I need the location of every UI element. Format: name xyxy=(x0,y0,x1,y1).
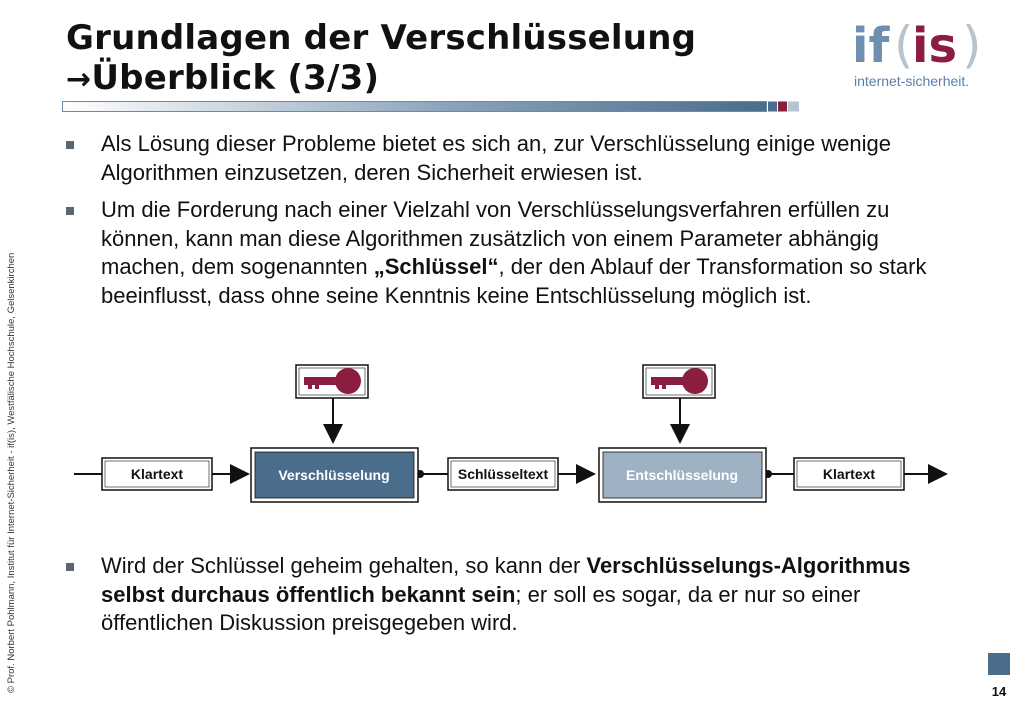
plaintext-out-label: Klartext xyxy=(822,466,876,482)
bullet-2-bold: „Schlüssel“ xyxy=(373,254,499,279)
arrow-icon: → xyxy=(66,62,92,97)
ciphertext-label: Schlüsseltext xyxy=(457,466,549,482)
bullet-3-text-b: ; er soll es sogar, da er nur so einer öffentlichen Diskussion preisgegeben wird. xyxy=(101,581,861,635)
title-line2: →Überblick (3/3) xyxy=(66,58,380,98)
encryption-diagram xyxy=(70,360,960,510)
bullet-1 xyxy=(66,130,946,187)
decrypt-label: Entschlüsselung xyxy=(625,467,739,483)
bullet-3-text-a: Wird der Schlüssel geheim gehalten, so kann der xyxy=(101,553,587,578)
key-icon-decrypt xyxy=(643,365,715,398)
slide-title xyxy=(66,18,696,100)
bullet-1-text: Als Lösung dieser Probleme bietet es sich an, zur Verschlüsselung einige wenige Algorithmen einzusetzen, deren Sicherheit erwiesen ist. xyxy=(101,131,892,185)
title-line1: Grundlagen der Verschlüsselung xyxy=(66,18,697,58)
bullet-square-icon xyxy=(66,141,74,149)
bullet-square-icon xyxy=(66,207,74,215)
bullet-2-text-b: , der den Ablauf der Transformation so stark beeinflusst, dass ohne seine Kenntnis keine Entschlüsselung möglich ist. xyxy=(101,254,927,308)
copyright-sidebar: © Prof. Norbert Pohlmann, Institut für Internet-Sicherheit - if(is), Westfälische Hochschule, Gelsenkirchen xyxy=(6,252,17,693)
plaintext-in-label: Klartext xyxy=(130,466,184,482)
logo-subtitle: internet-sicherheit. xyxy=(854,73,970,89)
bullet-2-text-a: Um die Forderung nach einer Vielzahl von Verschlüsselungsverfahren erfüllen zu können, kann man diese Algorithmen zusätzlich von einem Parameter abhängig machen, dem sogenannten xyxy=(101,197,890,279)
title-underline-bar xyxy=(62,101,800,112)
svg-text:(: ( xyxy=(894,16,914,74)
bullet-square-icon xyxy=(66,563,74,571)
encrypt-label: Verschlüsselung xyxy=(278,467,390,483)
svg-text:is: is xyxy=(912,18,958,74)
svg-text:): ) xyxy=(962,16,982,74)
bullet-3 xyxy=(66,552,946,638)
bullet-2 xyxy=(66,196,946,310)
key-icon-encrypt xyxy=(296,365,368,398)
page-number: 14 xyxy=(991,684,1007,699)
svg-text:if: if xyxy=(852,18,890,74)
page-marker-square xyxy=(988,653,1010,675)
bullet-3-bold: Verschlüsselungs-Algorithmus selbst durchaus öffentlich bekannt sein xyxy=(101,553,911,607)
